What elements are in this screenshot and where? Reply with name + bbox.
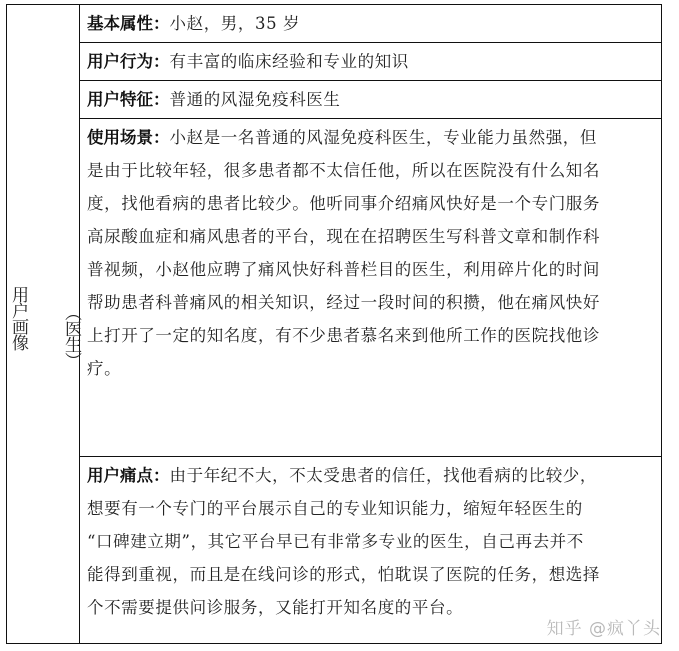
watermark: 知乎 @疯丫头 — [546, 619, 661, 639]
persona-header-cell — [7, 5, 80, 643]
row-label: 使用场景： — [87, 128, 170, 147]
row-line — [87, 121, 653, 154]
row-line — [87, 81, 653, 118]
row-text: 小赵是一名普通的风湿免疫科医生，专业能力虽然强，但 — [169, 128, 597, 147]
row-label: 用户痛点： — [87, 466, 170, 485]
row-line: 普视频，小赵他应聘了痛风快好科普栏目的医生，利用碎片化的时间 — [87, 260, 600, 279]
row-line: 上打开了一定的知名度，有不少患者慕名来到他所工作的医院找他诊 — [87, 326, 600, 345]
row-line: 个不需要提供问诊服务，又能打开知名度的平台。 — [87, 598, 464, 617]
row-line: 能得到重视，而且是在线问诊的形式，怕耽误了医院的任务，想选择 — [87, 565, 600, 584]
row-basic-attributes — [80, 5, 661, 43]
row-line — [87, 459, 653, 492]
row-line — [87, 43, 653, 80]
row-text: 由于年纪不大，不太受患者的信任，找他看病的比较少， — [169, 466, 597, 485]
row-text: 小赵，男，35 岁 — [169, 14, 301, 33]
row-line: “口碑建立期”，其它平台早已有非常多专业的医生，自己再去并不 — [87, 532, 584, 551]
user-persona-table — [6, 4, 662, 644]
row-line: 帮助患者科普痛风的相关知识，经过一段时间的积攒，他在痛风快好 — [87, 293, 600, 312]
row-user-behavior — [80, 43, 661, 81]
row-line: 想要有一个专门的平台展示自己的专业知识能力，缩短年轻医生的 — [87, 499, 583, 518]
row-line: 高尿酸血症和痛风患者的平台，现在在招聘医生写科普文章和制作科 — [87, 227, 600, 246]
row-label: 用户行为： — [87, 52, 170, 71]
row-text: 普通的风湿免疫科医生 — [169, 90, 341, 109]
persona-details — [80, 5, 661, 643]
row-line — [87, 5, 653, 42]
row-text: 有丰富的临床经验和专业的知识 — [169, 52, 409, 71]
row-line: 度，找他看病的患者比较少。他听同事介绍痛风快好是一个专门服务 — [87, 194, 600, 213]
row-label: 用户特征： — [87, 90, 170, 109]
row-line: 疗。 — [87, 359, 122, 378]
persona-title: 用户画像 — [8, 286, 28, 350]
row-usage-scenario — [80, 119, 661, 457]
persona-subtitle: （医生） — [61, 304, 81, 368]
row-user-characteristics — [80, 81, 661, 119]
row-line: 是由于比较年轻，很多患者都不太信任他，所以在医院没有什么知名 — [87, 161, 600, 180]
row-label: 基本属性： — [87, 14, 170, 33]
